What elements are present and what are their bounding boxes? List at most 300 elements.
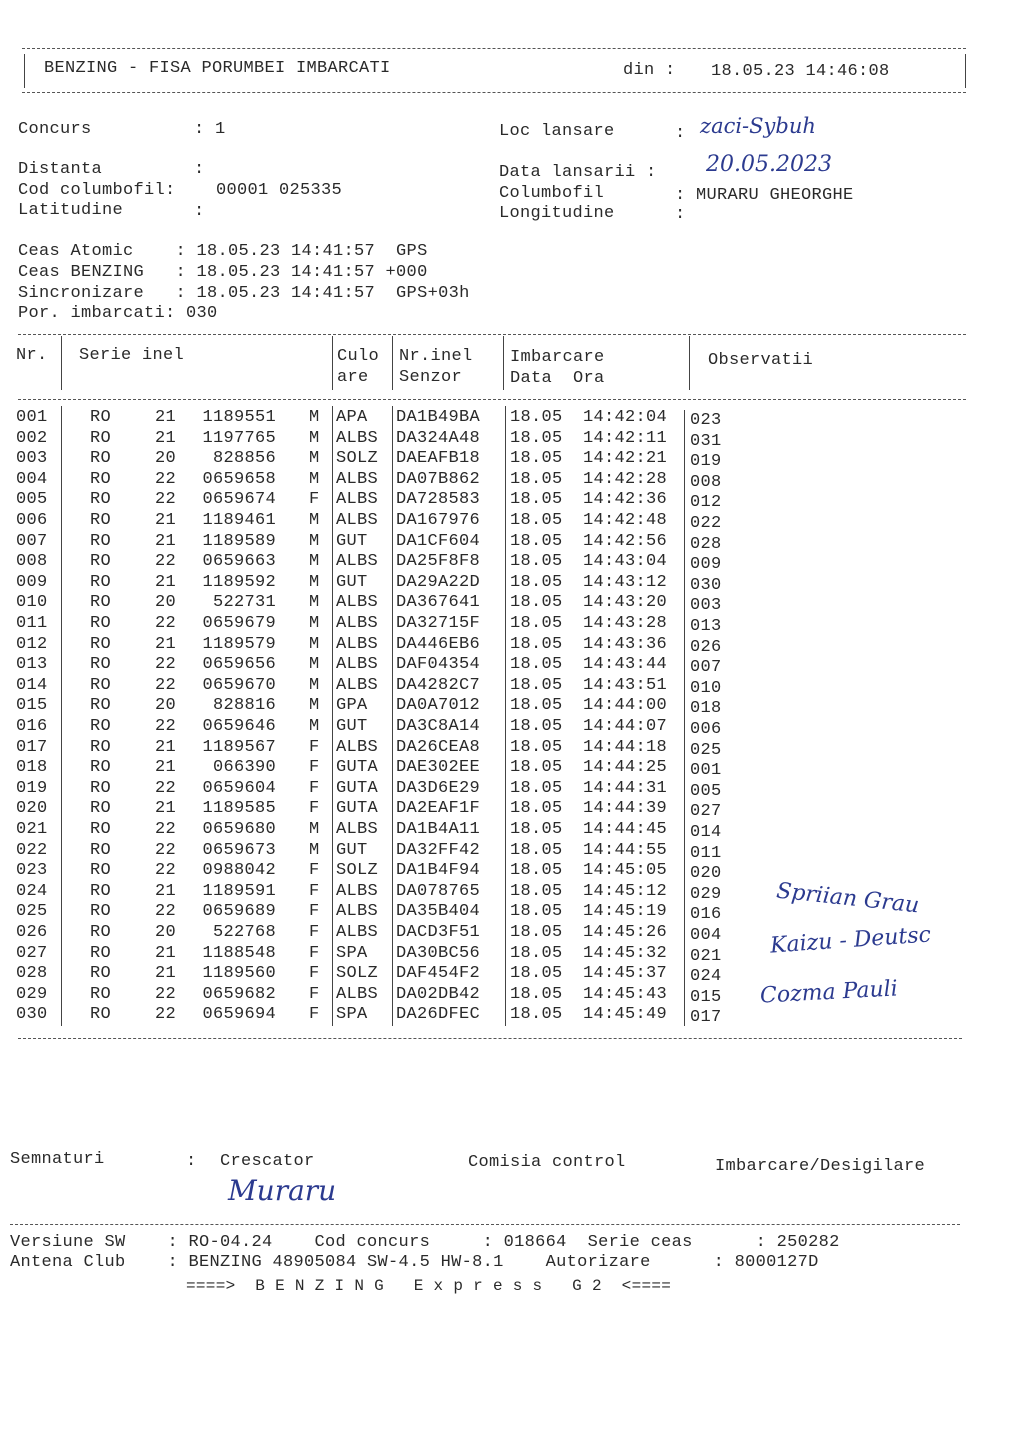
row-sex: M (309, 614, 320, 633)
row-year: 22 (155, 717, 177, 736)
row-ring: 0659694 (202, 1005, 276, 1025)
latitudine-label: Latitudine (18, 201, 124, 220)
table-row (0, 738, 1024, 758)
col-header-serie: Serie inel (79, 346, 185, 365)
row-sex: M (309, 675, 320, 695)
row-sensor: DA02DB42 (396, 984, 481, 1004)
row-sex: M (309, 408, 320, 427)
table-row (0, 820, 1024, 840)
row-obs: 031 (690, 431, 722, 451)
row-color: GUT (336, 840, 368, 860)
row-time: 14:44:00 (583, 696, 668, 716)
row-nr: 020 (16, 799, 48, 819)
table-header-bottom-rule (18, 399, 966, 400)
row-date: 18.05 (510, 531, 563, 551)
row-nr: 021 (16, 820, 48, 839)
table-row (0, 532, 1024, 552)
row-date: 18.05 (510, 469, 563, 489)
data-lansarii-handwritten: 20.05.2023 (706, 152, 832, 177)
row-ring: 0659689 (202, 902, 276, 922)
row-color: ALBS (336, 820, 379, 839)
row-nr: 009 (16, 572, 48, 592)
row-obs: 015 (690, 987, 722, 1007)
crescator-signature: Muraru (228, 1174, 337, 1207)
row-date: 18.05 (510, 490, 563, 510)
row-nr: 003 (16, 449, 48, 469)
row-time: 14:42:28 (583, 469, 668, 489)
row-color: ALBS (336, 634, 379, 654)
footer-banner: ====> B E N Z I N G E x p r e s s G 2 <==== (186, 1277, 672, 1295)
row-sensor: DA367641 (396, 593, 481, 613)
row-date: 18.05 (510, 655, 563, 675)
row-year: 22 (155, 861, 177, 881)
row-year: 22 (155, 614, 177, 633)
row-obs: 021 (690, 946, 722, 966)
row-ring: 0659663 (202, 552, 276, 572)
row-sex: F (309, 490, 320, 510)
row-country: RO (90, 881, 112, 901)
loc-lansare-handwritten: zaci-Sybuh (700, 114, 816, 138)
concurs-value: : 1 (194, 120, 226, 139)
row-color: GUT (336, 572, 368, 592)
row-time: 14:44:39 (583, 799, 668, 819)
row-sex: M (309, 717, 320, 736)
row-sex: M (309, 428, 320, 448)
row-time: 14:45:37 (583, 964, 668, 984)
col-header-are: are (337, 368, 369, 387)
row-color: ALBS (336, 881, 379, 901)
row-sex: M (309, 696, 320, 716)
row-obs: 004 (690, 926, 722, 945)
row-year: 22 (155, 655, 177, 675)
row-sensor: DA26CEA8 (396, 737, 481, 757)
row-sensor: DA1B49BA (396, 408, 481, 427)
row-date: 18.05 (510, 696, 563, 716)
row-ring: 0659656 (202, 655, 276, 675)
row-color: APA (336, 408, 368, 427)
crescator-label: Crescator (220, 1152, 315, 1171)
col-header-nrinel: Nr.inel (399, 347, 473, 366)
row-date: 18.05 (510, 1005, 563, 1025)
row-obs: 005 (690, 781, 722, 801)
row-country: RO (90, 552, 112, 572)
header-bottom-rule (22, 92, 966, 93)
row-sex: F (309, 1005, 320, 1025)
row-ring: 1188548 (202, 943, 276, 963)
row-obs: 001 (690, 761, 722, 781)
row-nr: 001 (16, 408, 48, 427)
distanta-sep: : (194, 160, 205, 179)
row-nr: 012 (16, 634, 48, 654)
row-sex: F (309, 902, 320, 922)
row-obs: 026 (690, 637, 722, 657)
row-ring: 522768 (212, 923, 276, 942)
row-color: ALBS (336, 490, 379, 510)
row-date: 18.05 (510, 964, 563, 984)
table-row (0, 449, 1024, 472)
col-header-nr: Nr. (16, 346, 48, 365)
row-country: RO (90, 675, 112, 695)
imbarcare-desigilare-label: Imbarcare/Desigilare (715, 1157, 926, 1176)
row-country: RO (90, 943, 112, 963)
row-time: 14:43:51 (583, 675, 668, 695)
row-date: 18.05 (510, 799, 563, 819)
row-time: 14:44:18 (583, 737, 668, 757)
row-sensor: DA25F8F8 (396, 552, 481, 572)
row-year: 22 (155, 902, 177, 922)
row-sensor: DA35B404 (396, 902, 481, 922)
row-sex: F (309, 758, 320, 778)
row-date: 18.05 (510, 984, 563, 1004)
row-ring: 828816 (212, 696, 276, 716)
table-row (0, 717, 1024, 737)
row-nr: 017 (16, 737, 48, 757)
row-date: 18.05 (510, 881, 563, 901)
row-nr: 005 (16, 490, 48, 510)
col-divider-nr (61, 336, 62, 390)
row-country: RO (90, 408, 112, 427)
col-divider-senzor (392, 336, 393, 390)
table-row (0, 614, 1024, 634)
longitudine-label: Longitudine (499, 204, 615, 223)
row-date: 18.05 (510, 923, 563, 942)
table-row (0, 593, 1024, 616)
row-sex: F (309, 778, 320, 798)
porumbei-imbarcati-line: Por. imbarcati: 030 (18, 304, 218, 323)
row-nr: 015 (16, 696, 48, 716)
table-row (0, 408, 1024, 428)
row-obs: 023 (690, 411, 722, 430)
row-nr: 022 (16, 840, 48, 860)
row-sensor: DA26DFEC (396, 1005, 481, 1025)
row-sensor: DA078765 (396, 881, 481, 901)
row-country: RO (90, 593, 112, 613)
col-header-senzor: Senzor (399, 368, 463, 387)
row-sex: M (309, 634, 320, 654)
row-year: 20 (155, 923, 177, 942)
row-time: 14:44:07 (583, 717, 668, 736)
row-sensor: DA2EAF1F (396, 799, 481, 819)
table-row (0, 779, 1024, 799)
row-nr: 030 (16, 1005, 48, 1025)
row-year: 21 (155, 964, 177, 984)
table-row (0, 490, 1024, 513)
row-time: 14:42:21 (583, 449, 668, 469)
row-time: 14:43:20 (583, 593, 668, 613)
table-row (0, 841, 1024, 861)
body-divider-culo (332, 406, 333, 1026)
row-sensor: DA32FF42 (396, 840, 481, 860)
row-color: ALBS (336, 923, 379, 942)
row-ring: 828856 (212, 449, 276, 469)
row-nr: 019 (16, 778, 48, 798)
row-country: RO (90, 655, 112, 675)
row-ring: 0659679 (202, 614, 276, 633)
table-row (0, 1005, 1024, 1028)
row-color: ALBS (336, 902, 379, 922)
header-top-rule (22, 48, 966, 49)
row-ring: 0659674 (202, 490, 276, 510)
row-ring: 0659673 (202, 840, 276, 860)
row-country: RO (90, 778, 112, 798)
row-sex: M (309, 469, 320, 489)
row-country: RO (90, 984, 112, 1004)
table-row (0, 676, 1024, 696)
table-row (0, 635, 1024, 655)
footer-line-antena: Antena Club : BENZING 48905084 SW-4.5 HW-8.1 Autorizare : 8000127D (10, 1253, 819, 1272)
row-time: 14:43:36 (583, 634, 668, 654)
row-country: RO (90, 490, 112, 510)
table-row (0, 696, 1024, 719)
row-obs: 024 (690, 967, 722, 987)
col-divider-obs (689, 336, 690, 390)
row-sensor: DA167976 (396, 511, 481, 530)
table-row (0, 470, 1024, 490)
handwritten-signature-2: Kaizu - Deutsc (769, 922, 932, 959)
row-nr: 007 (16, 531, 48, 551)
row-date: 18.05 (510, 634, 563, 654)
row-country: RO (90, 758, 112, 778)
col-header-observatii: Observatii (708, 351, 814, 370)
row-ring: 0659658 (202, 469, 276, 489)
row-time: 14:45:43 (583, 984, 668, 1004)
row-sensor: DACD3F51 (396, 923, 481, 942)
row-ring: 1197765 (202, 428, 276, 448)
row-sex: M (309, 572, 320, 592)
row-sex: M (309, 820, 320, 839)
loc-lansare-label: Loc lansare (499, 122, 615, 141)
row-year: 21 (155, 428, 177, 448)
row-color: ALBS (336, 614, 379, 633)
header-left-border (24, 54, 25, 88)
row-ring: 1189585 (202, 799, 276, 819)
row-sex: M (309, 840, 320, 860)
row-obs: 030 (690, 575, 722, 595)
concurs-label: Concurs (18, 120, 92, 139)
row-date: 18.05 (510, 820, 563, 839)
row-color: ALBS (336, 552, 379, 572)
body-divider-senzor (392, 406, 393, 1026)
row-time: 14:43:44 (583, 655, 668, 675)
row-sex: F (309, 923, 320, 942)
columbofil-value: : MURARU GHEORGHE (675, 186, 854, 205)
row-nr: 018 (16, 758, 48, 778)
row-obs: 018 (690, 699, 722, 719)
row-ring: 0659682 (202, 984, 276, 1004)
row-year: 21 (155, 531, 177, 551)
row-country: RO (90, 531, 112, 551)
comisia-control-label: Comisia control (468, 1153, 626, 1172)
loc-lansare-sep: : (675, 124, 686, 143)
table-row (0, 799, 1024, 822)
row-color: GPA (336, 696, 368, 716)
row-date: 18.05 (510, 902, 563, 922)
table-row (0, 655, 1024, 678)
row-sex: M (309, 552, 320, 572)
body-divider-nr (61, 406, 62, 1026)
row-country: RO (90, 861, 112, 881)
row-obs: 006 (690, 720, 722, 739)
row-ring: 1189591 (202, 881, 276, 901)
row-obs: 027 (690, 802, 722, 822)
row-country: RO (90, 634, 112, 654)
row-nr: 026 (16, 923, 48, 942)
row-nr: 025 (16, 902, 48, 922)
row-year: 21 (155, 572, 177, 592)
cod-columbofil-label: Cod columbofil: (18, 181, 176, 200)
table-row (0, 758, 1024, 781)
row-ring: 1189567 (202, 737, 276, 757)
row-ring: 1189461 (202, 511, 276, 530)
row-obs: 028 (690, 534, 722, 554)
row-time: 14:45:19 (583, 902, 668, 922)
row-ring: 0659646 (202, 717, 276, 736)
row-time: 14:44:45 (583, 820, 668, 839)
row-year: 20 (155, 593, 177, 613)
handwritten-signature-3: Cozma Pauli (759, 976, 899, 1009)
row-country: RO (90, 840, 112, 860)
row-country: RO (90, 1005, 112, 1025)
row-color: SPA (336, 943, 368, 963)
row-sensor: DA4282C7 (396, 675, 481, 695)
row-obs: 029 (690, 884, 722, 904)
row-nr: 008 (16, 552, 48, 572)
col-header-data-ora: Data Ora (510, 369, 605, 388)
row-country: RO (90, 511, 112, 530)
row-sensor: DA1B4F94 (396, 861, 481, 881)
row-date: 18.05 (510, 840, 563, 860)
print-date-label: din : (623, 61, 676, 80)
row-ring: 1189551 (202, 408, 276, 427)
body-divider-obs (684, 410, 685, 1026)
row-ring: 1189579 (202, 634, 276, 654)
semnaturi-sep: : (186, 1152, 197, 1171)
row-year: 21 (155, 799, 177, 819)
row-sensor: DA30BC56 (396, 943, 481, 963)
row-nr: 013 (16, 655, 48, 675)
row-country: RO (90, 923, 112, 942)
row-country: RO (90, 737, 112, 757)
row-country: RO (90, 964, 112, 984)
row-obs: 025 (690, 740, 722, 760)
table-top-rule (18, 334, 966, 335)
row-time: 14:42:48 (583, 511, 668, 530)
row-color: GUTA (336, 778, 379, 798)
row-color: ALBS (336, 511, 379, 530)
row-time: 14:43:12 (583, 572, 668, 592)
row-sex: F (309, 861, 320, 881)
col-divider-imbarcare (503, 336, 504, 390)
row-year: 21 (155, 758, 177, 778)
row-obs: 022 (690, 514, 722, 533)
row-color: ALBS (336, 737, 379, 757)
row-color: ALBS (336, 984, 379, 1004)
row-country: RO (90, 902, 112, 922)
sincronizare-line: Sincronizare : 18.05.23 14:41:57 GPS+03h (18, 284, 470, 303)
row-sensor: DA324A48 (396, 428, 481, 448)
row-sex: F (309, 984, 320, 1004)
row-sex: F (309, 943, 320, 963)
row-date: 18.05 (510, 675, 563, 695)
row-sex: M (309, 449, 320, 469)
row-obs: 020 (690, 864, 722, 884)
row-nr: 011 (16, 614, 48, 633)
row-year: 22 (155, 984, 177, 1004)
row-sex: F (309, 737, 320, 757)
row-time: 14:44:55 (583, 840, 668, 860)
row-year: 21 (155, 634, 177, 654)
row-time: 14:43:28 (583, 614, 668, 633)
row-time: 14:44:25 (583, 758, 668, 778)
latitudine-sep: : (194, 202, 205, 221)
row-date: 18.05 (510, 614, 563, 633)
row-color: SPA (336, 1005, 368, 1025)
row-nr: 002 (16, 428, 48, 448)
row-obs: 009 (690, 555, 722, 575)
row-time: 14:45:26 (583, 923, 668, 942)
row-country: RO (90, 469, 112, 489)
row-obs: 013 (690, 617, 722, 636)
row-country: RO (90, 799, 112, 819)
body-divider-imbarcare (505, 406, 506, 1026)
row-nr: 010 (16, 593, 48, 613)
row-ring: 0988042 (202, 861, 276, 881)
row-color: SOLZ (336, 861, 379, 881)
row-obs: 007 (690, 658, 722, 678)
row-sex: F (309, 799, 320, 819)
row-time: 14:45:32 (583, 943, 668, 963)
row-color: SOLZ (336, 964, 379, 984)
ceas-benzing-line: Ceas BENZING : 18.05.23 14:41:57 +000 (18, 263, 428, 282)
columbofil-label: Columbofil (499, 184, 605, 203)
row-year: 20 (155, 449, 177, 469)
row-date: 18.05 (510, 593, 563, 613)
row-time: 14:42:36 (583, 490, 668, 510)
row-date: 18.05 (510, 717, 563, 736)
row-year: 22 (155, 778, 177, 798)
row-time: 14:42:11 (583, 428, 668, 448)
row-country: RO (90, 696, 112, 716)
row-country: RO (90, 820, 112, 839)
row-obs: 016 (690, 905, 722, 925)
row-year: 22 (155, 469, 177, 489)
row-country: RO (90, 428, 112, 448)
row-sensor: DA3C8A14 (396, 717, 481, 736)
row-ring: 1189560 (202, 964, 276, 984)
row-obs: 012 (690, 493, 722, 513)
row-year: 20 (155, 696, 177, 716)
row-obs: 003 (690, 596, 722, 616)
row-date: 18.05 (510, 428, 563, 448)
row-ring: 066390 (212, 758, 276, 778)
row-sensor: DAF454F2 (396, 964, 481, 984)
row-sex: M (309, 593, 320, 613)
footer-line-versiune: Versiune SW : RO-04.24 Cod concurs : 018664 Serie ceas : 250282 (10, 1233, 840, 1252)
row-sensor: DA32715F (396, 614, 481, 633)
table-bottom-rule (18, 1038, 962, 1039)
row-sensor: DA446EB6 (396, 634, 481, 654)
row-country: RO (90, 717, 112, 736)
table-row (0, 552, 1024, 575)
ceas-atomic-line: Ceas Atomic : 18.05.23 14:41:57 GPS (18, 242, 428, 261)
row-obs: 011 (690, 843, 722, 863)
row-time: 14:45:12 (583, 881, 668, 901)
row-year: 21 (155, 943, 177, 963)
row-obs: 019 (690, 452, 722, 472)
row-color: ALBS (336, 593, 379, 613)
data-lansarii-label: Data lansarii : (499, 163, 657, 182)
row-color: GUT (336, 717, 368, 736)
